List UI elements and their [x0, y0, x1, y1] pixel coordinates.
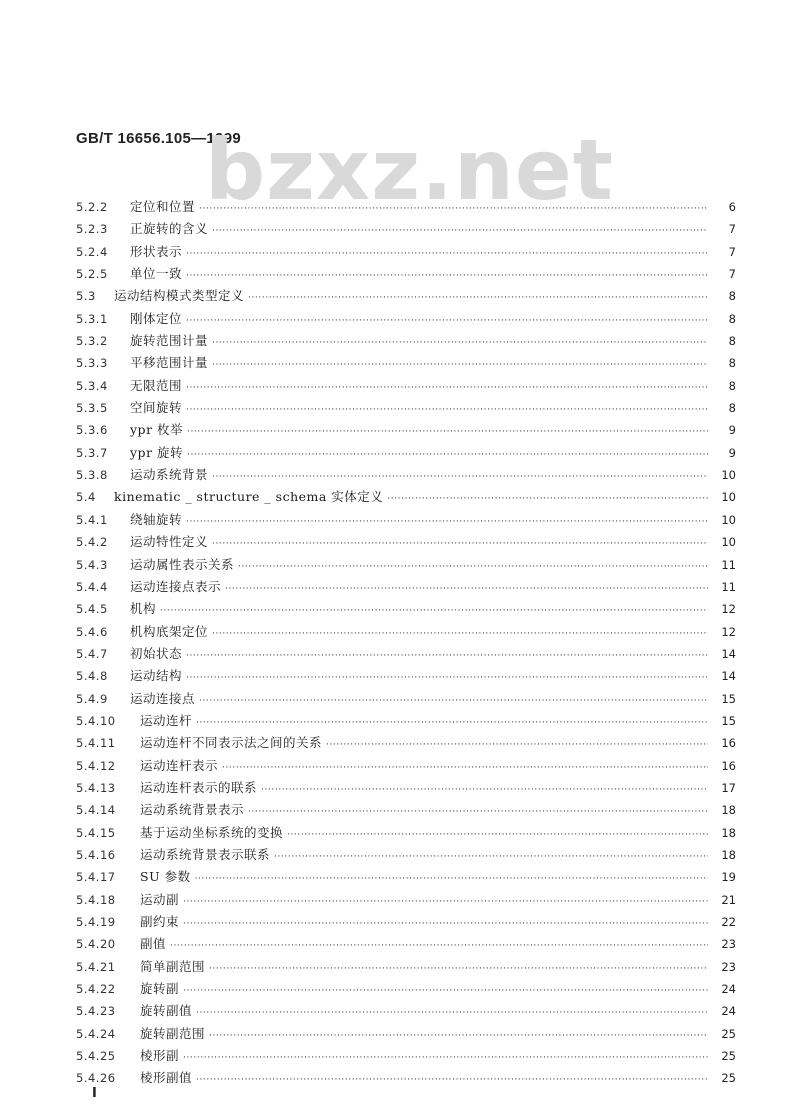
toc-entry-page: 10 [721, 512, 736, 527]
toc-entry-title: 基于运动坐标系统的变换 [140, 824, 284, 840]
toc-entry-title: 副约束 [140, 914, 180, 929]
toc-entry-page: 23 [721, 937, 736, 952]
toc-entry-number: 5.4.16 [76, 847, 116, 862]
toc-entry-number: 5.4.1 [76, 512, 108, 527]
toc-entry-number: 5.3.8 [76, 468, 108, 483]
toc-entry-title: kinematic _ structure _ schema 实体定义 [114, 489, 384, 505]
dot-leader [387, 492, 708, 504]
toc-entry-number: 5.3.5 [76, 401, 108, 416]
dot-leader [183, 895, 708, 907]
toc-entry-page: 16 [721, 736, 736, 751]
toc-entry-title: 机构底架定位 [130, 623, 209, 639]
toc-entry-title: 旋转副 [140, 981, 180, 997]
toc-entry-number: 5.4.26 [76, 1071, 116, 1086]
dot-leader [187, 425, 708, 437]
toc-entry-title: 运动连杆 [140, 712, 193, 728]
toc-entry-page: 24 [721, 1004, 736, 1019]
toc-entry[interactable] [76, 1001, 736, 1023]
toc-entry-title: 运动结构 [130, 668, 183, 684]
toc-entry-title: 棱形副 [140, 1048, 180, 1064]
toc-entry-page: 12 [721, 602, 736, 617]
dot-leader [212, 358, 708, 370]
toc-entry-number: 5.4.25 [76, 1049, 116, 1064]
dot-leader [183, 984, 708, 996]
dot-leader [170, 939, 708, 951]
toc-entry-number: 5.4.21 [76, 959, 116, 974]
toc-entry[interactable] [76, 666, 736, 688]
toc-entry-number: 5.4.14 [76, 803, 116, 818]
toc-entry-page: 24 [721, 982, 736, 997]
dot-leader [326, 738, 708, 750]
toc-entry-number: 5.4.13 [76, 780, 116, 795]
toc-entry-number: 5.4.9 [76, 691, 108, 706]
toc-entry-title: 旋转范围计量 [130, 333, 209, 349]
dot-leader [186, 649, 708, 661]
toc-entry[interactable] [76, 264, 736, 286]
toc-entry-title: 运动结构模式类型定义 [114, 288, 245, 304]
dot-leader [186, 314, 708, 326]
toc-entry[interactable] [76, 420, 736, 442]
toc-entry-page: 8 [728, 356, 736, 371]
toc-entry-title: 运动系统背景 [130, 467, 209, 483]
toc-entry-page: 7 [728, 244, 736, 259]
toc-entry-number: 5.4.12 [76, 758, 116, 773]
toc-entry-title: ypr 旋转 [130, 444, 184, 460]
toc-entry[interactable] [76, 1046, 736, 1068]
toc-entry-page: 8 [728, 401, 736, 416]
toc-entry[interactable] [76, 331, 736, 353]
dot-leader [212, 470, 708, 482]
toc-entry-number: 5.4 [76, 490, 96, 505]
toc-entry-page: 11 [721, 579, 736, 594]
dot-leader [209, 1029, 708, 1041]
toc-entry-page: 8 [728, 311, 736, 326]
toc-entry-number: 5.4.3 [76, 557, 108, 572]
toc-entry-title: 副值 [140, 936, 167, 952]
toc-entry-number: 5.4.17 [76, 870, 116, 885]
toc-entry[interactable] [76, 756, 736, 778]
toc-entry[interactable] [76, 510, 736, 532]
toc-entry-title: 正旋转的含义 [130, 221, 209, 237]
toc-entry-page: 11 [721, 557, 736, 572]
toc-entry-page: 21 [721, 892, 736, 907]
toc-entry-page: 8 [728, 289, 736, 304]
dot-leader [212, 627, 708, 639]
toc-entry[interactable] [76, 800, 736, 822]
dot-leader [274, 850, 708, 862]
toc-entry-number: 5.4.24 [76, 1026, 116, 1041]
toc-entry-title: 棱形副值 [140, 1070, 193, 1086]
toc-entry[interactable] [76, 286, 736, 308]
toc-entry-title: 运动系统背景表示 [140, 802, 245, 818]
toc-entry-title: 机构 [130, 601, 157, 617]
toc-entry-title: 平移范围计量 [130, 355, 209, 371]
toc-entry-page: 8 [728, 378, 736, 393]
toc-entry-page: 22 [721, 915, 736, 929]
toc-entry-title: 运动连接点 [130, 690, 196, 706]
toc-entry-title: 定位和位置 [130, 199, 196, 214]
toc-entry[interactable] [76, 376, 736, 398]
toc-entry-title: 运动属性表示关系 [130, 556, 235, 572]
dot-leader [261, 783, 708, 795]
toc-entry-page: 6 [728, 200, 736, 214]
toc-entry-number: 5.3.4 [76, 378, 108, 393]
toc-entry[interactable] [76, 890, 736, 912]
toc-entry-page: 25 [721, 1071, 736, 1086]
toc-entry-number: 5.4.11 [76, 736, 116, 751]
toc-entry-title: 单位一致 [130, 266, 183, 282]
toc-entry-number: 5.4.20 [76, 937, 116, 952]
toc-entry-page: 18 [721, 803, 736, 818]
toc-entry[interactable] [76, 577, 736, 599]
toc-entry[interactable] [76, 465, 736, 487]
toc-entry-title: 形状表示 [130, 243, 183, 259]
toc-entry[interactable] [76, 555, 736, 577]
toc-entry-number: 5.4.10 [76, 713, 116, 728]
toc-entry-title: 空间旋转 [130, 400, 183, 416]
document-code: GB/T 16656.105—1999 [76, 130, 241, 147]
toc-entry[interactable] [76, 1068, 736, 1090]
dot-leader [186, 403, 708, 415]
dot-leader [196, 716, 708, 728]
watermark: bzxz.net [205, 121, 614, 219]
toc-entry-number: 5.4.2 [76, 535, 108, 550]
dot-leader [212, 537, 708, 549]
toc-entry-page: 23 [721, 959, 736, 974]
table-of-contents [76, 197, 736, 1091]
toc-entry-page: 7 [728, 222, 736, 237]
dot-leader [238, 560, 708, 572]
toc-entry-page: 8 [728, 334, 736, 349]
toc-entry[interactable] [76, 353, 736, 375]
toc-entry-page: 18 [721, 847, 736, 862]
toc-entry-page: 15 [721, 691, 736, 706]
toc-entry[interactable] [76, 689, 736, 711]
toc-entry-number: 5.4.7 [76, 646, 108, 661]
toc-entry-number: 5.3.1 [76, 311, 108, 326]
toc-entry-title: 运动连杆表示的联系 [140, 779, 258, 795]
dot-leader [209, 962, 708, 974]
dot-leader [199, 202, 708, 214]
toc-entry-page: 10 [721, 490, 736, 505]
toc-entry-number: 5.3.6 [76, 423, 108, 438]
toc-entry[interactable] [76, 845, 736, 867]
dot-leader [199, 694, 708, 706]
toc-entry-number: 5.3.2 [76, 334, 108, 349]
toc-entry[interactable] [76, 599, 736, 621]
toc-entry-number: 5.4.15 [76, 825, 116, 840]
toc-entry-page: 7 [728, 267, 736, 282]
toc-entry-number: 5.2.5 [76, 267, 108, 282]
toc-entry-number: 5.3.3 [76, 356, 108, 371]
toc-entry-title: 简单副范围 [140, 958, 206, 974]
toc-entry-page: 15 [721, 713, 736, 728]
dot-leader [248, 805, 708, 817]
dot-leader [160, 604, 708, 616]
toc-entry-number: 5.4.18 [76, 892, 116, 907]
toc-entry-title: 无限范围 [130, 377, 183, 393]
toc-entry-page: 10 [721, 535, 736, 550]
toc-entry-page: 14 [721, 646, 736, 661]
toc-entry[interactable] [76, 532, 736, 554]
toc-entry[interactable] [76, 867, 736, 889]
toc-entry-page: 18 [721, 825, 736, 840]
toc-entry[interactable] [76, 912, 736, 934]
toc-entry[interactable] [76, 487, 736, 509]
toc-entry[interactable] [76, 398, 736, 420]
toc-entry[interactable] [76, 934, 736, 956]
dot-leader [186, 381, 708, 393]
dot-leader [212, 224, 708, 236]
toc-entry-number: 5.3 [76, 289, 96, 304]
dot-leader [183, 917, 708, 929]
dot-leader [225, 582, 708, 594]
toc-entry[interactable] [76, 823, 736, 845]
dot-leader [183, 1051, 708, 1063]
dot-leader [186, 515, 708, 527]
toc-entry-number: 5.4.4 [76, 579, 108, 594]
toc-entry[interactable] [76, 242, 736, 264]
dot-leader [212, 336, 708, 348]
dot-leader [195, 872, 708, 884]
toc-entry[interactable] [76, 622, 736, 644]
toc-entry-number: 5.4.19 [76, 915, 116, 929]
toc-entry-number: 5.4.5 [76, 602, 108, 617]
dot-leader [186, 247, 708, 259]
toc-entry-title: 运动连杆表示 [140, 757, 219, 773]
toc-entry[interactable] [76, 443, 736, 465]
dot-leader [196, 1006, 708, 1018]
toc-entry-page: 25 [721, 1049, 736, 1064]
page-number: I [92, 1086, 97, 1101]
toc-entry-title: 初始状态 [130, 645, 183, 661]
toc-entry-title: 刚体定位 [130, 310, 183, 326]
toc-entry-title: 运动副 [140, 891, 180, 907]
toc-entry-page: 17 [721, 780, 736, 795]
toc-entry-page: 25 [721, 1026, 736, 1041]
toc-entry[interactable] [76, 979, 736, 1001]
toc-entry-title: SU 参数 [140, 869, 191, 885]
toc-entry[interactable] [76, 957, 736, 979]
toc-entry-number: 5.4.8 [76, 669, 108, 684]
toc-entry-page: 9 [728, 445, 736, 460]
toc-entry-title: 运动系统背景表示联系 [140, 846, 271, 862]
toc-entry[interactable] [76, 711, 736, 733]
toc-entry-title: 旋转副范围 [140, 1025, 206, 1041]
toc-entry-title: 运动特性定义 [130, 534, 209, 550]
dot-leader [248, 291, 708, 303]
toc-entry-title: 绕轴旋转 [130, 511, 183, 527]
dot-leader [196, 1073, 708, 1085]
toc-entry-title: 旋转副值 [140, 1003, 193, 1019]
toc-entry-number: 5.2.3 [76, 222, 108, 237]
toc-entry-page: 16 [721, 758, 736, 773]
toc-entry-number: 5.4.23 [76, 1004, 116, 1019]
toc-entry-number: 5.4.6 [76, 624, 108, 639]
toc-entry-number: 5.2.2 [76, 200, 108, 214]
toc-entry-page: 12 [721, 624, 736, 639]
toc-entry-page: 19 [721, 870, 736, 885]
toc-entry-number: 5.3.7 [76, 445, 108, 460]
toc-entry-page: 9 [728, 423, 736, 438]
toc-entry-title: 运动连接点表示 [130, 578, 222, 594]
dot-leader [287, 828, 708, 840]
dot-leader [222, 761, 708, 773]
dot-leader [187, 448, 708, 460]
toc-entry-title: ypr 枚举 [130, 422, 184, 438]
toc-entry-number: 5.4.22 [76, 982, 116, 997]
toc-entry[interactable] [76, 219, 736, 241]
dot-leader [186, 671, 708, 683]
toc-entry-number: 5.2.4 [76, 244, 108, 259]
toc-entry[interactable] [76, 309, 736, 331]
toc-entry[interactable] [76, 644, 736, 666]
toc-entry[interactable] [76, 778, 736, 800]
toc-entry[interactable] [76, 1024, 736, 1046]
toc-entry-page: 10 [721, 468, 736, 483]
toc-entry-title: 运动连杆不同表示法之间的关系 [140, 735, 323, 751]
toc-entry[interactable] [76, 197, 736, 219]
dot-leader [186, 269, 708, 281]
toc-entry-page: 14 [721, 669, 736, 684]
toc-entry[interactable] [76, 733, 736, 755]
